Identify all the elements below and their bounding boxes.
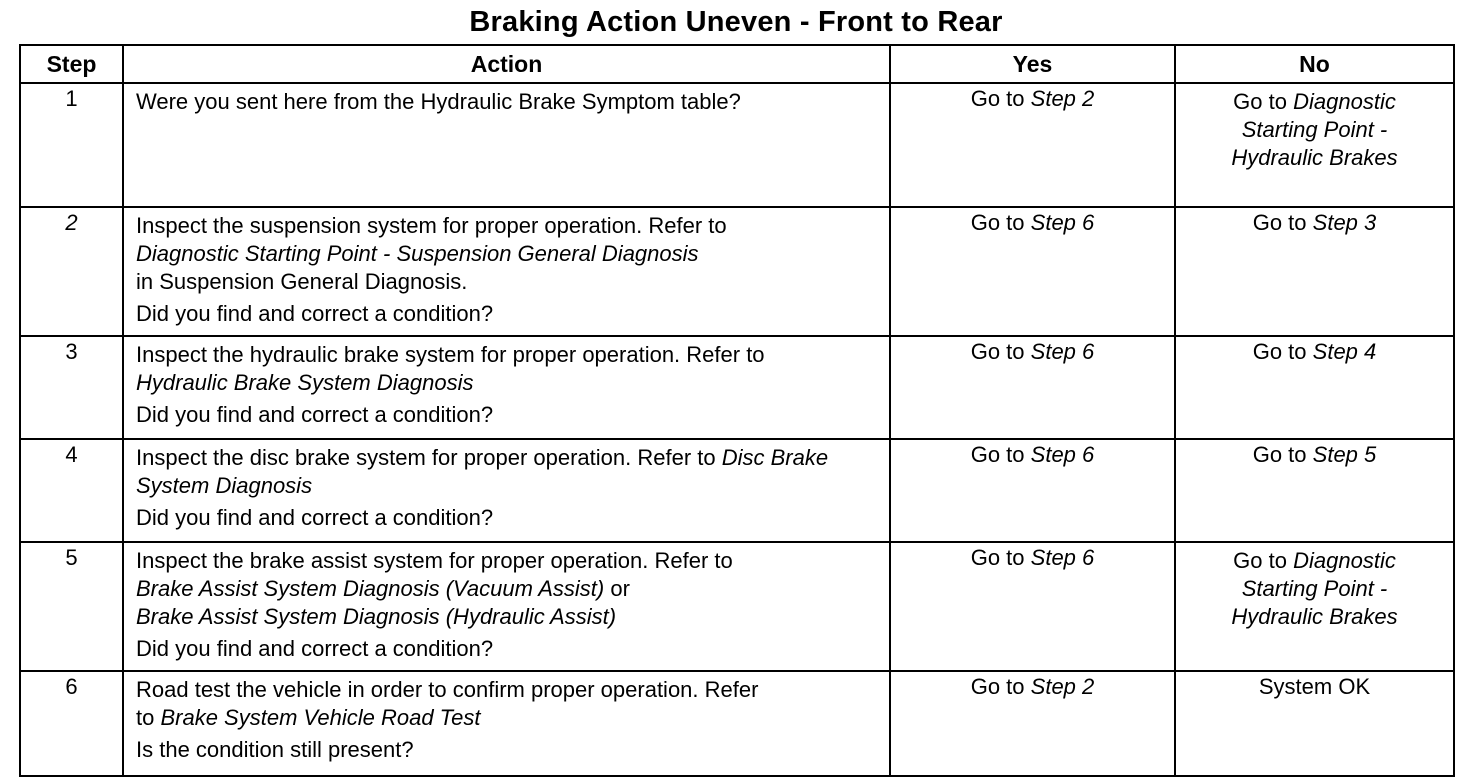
- action-question: Is the condition still present?: [136, 737, 414, 762]
- yes-cell: [890, 439, 1175, 542]
- yes-prefix: Go to: [970, 442, 1025, 467]
- no-prefix: Go to: [1233, 89, 1287, 114]
- action-text: Were you sent here from the Hydraulic Brake Symptom table?: [136, 89, 741, 114]
- action-cell: Road test the vehicle in order to confirm proper operation. Refer to Brake System Vehicle Road Test Is the condition still present?: [123, 671, 890, 776]
- action-reference-link[interactable]: Diagnostic Starting Point - Suspension General Diagnosis: [136, 241, 699, 266]
- header-yes: Yes: [890, 45, 1175, 83]
- no-prefix: Go to: [1252, 210, 1307, 235]
- no-prefix: Go to: [1252, 339, 1307, 364]
- table-header-row: [20, 45, 1454, 83]
- action-cell: [123, 336, 890, 439]
- yes-cell: [890, 671, 1175, 776]
- step-number: 3: [20, 336, 123, 439]
- action-text: Inspect the hydraulic brake system for proper operation. Refer to: [136, 342, 765, 367]
- yes-target-link[interactable]: Step 6: [1030, 442, 1095, 467]
- action-reference-link-2[interactable]: Brake Assist System Diagnosis (Hydraulic Assist): [136, 604, 617, 629]
- action-question: Did you find and correct a condition?: [136, 505, 494, 530]
- header-no: No: [1175, 45, 1454, 83]
- no-cell: [1175, 439, 1454, 542]
- action-question: Did you find and correct a condition?: [136, 402, 494, 427]
- table-row: [20, 542, 1454, 671]
- table-row: [20, 83, 1454, 207]
- yes-prefix: Go to: [970, 86, 1025, 111]
- yes-target-link[interactable]: Step 6: [1030, 545, 1095, 570]
- action-question: Did you find and correct a condition?: [136, 636, 494, 661]
- action-question: Did you find and correct a condition?: [136, 301, 494, 326]
- table-row: [20, 671, 1454, 776]
- no-result-text: System OK: [1258, 674, 1371, 699]
- page-title: Braking Action Uneven - Front to Rear: [469, 6, 1003, 38]
- no-prefix: Go to: [1233, 548, 1287, 573]
- yes-prefix: Go to: [970, 674, 1025, 699]
- yes-target-link[interactable]: Step 2: [1030, 86, 1095, 111]
- action-text: Inspect the suspension system for proper operation. Refer to: [136, 213, 727, 238]
- no-cell: [1175, 83, 1454, 207]
- step-number: 1: [20, 83, 123, 207]
- yes-cell: [890, 542, 1175, 671]
- action-text: Road test the vehicle in order to confirm proper operation. Refer: [136, 677, 759, 702]
- header-action: Action: [123, 45, 890, 83]
- yes-prefix: Go to: [970, 339, 1025, 364]
- action-cell: [123, 83, 890, 207]
- action-joiner: or: [610, 576, 630, 601]
- header-step: Step: [20, 45, 123, 83]
- action-suffix: in Suspension General Diagnosis.: [136, 269, 468, 294]
- no-target-link[interactable]: Diagnostic Starting Point - Hydraulic Brakes: [1231, 89, 1398, 170]
- no-prefix: Go to: [1252, 442, 1307, 467]
- table-row: [20, 207, 1454, 336]
- no-cell: [1175, 542, 1454, 671]
- table-row: [20, 336, 1454, 439]
- no-cell: [1175, 207, 1454, 336]
- action-cell: [123, 542, 890, 671]
- action-reference-link[interactable]: Brake Assist System Diagnosis (Vacuum Assist): [136, 576, 605, 601]
- yes-cell: [890, 336, 1175, 439]
- no-target-link[interactable]: Diagnostic Starting Point - Hydraulic Brakes: [1231, 548, 1398, 629]
- step-number: 4: [20, 439, 123, 542]
- diagnostic-table: [19, 44, 1455, 777]
- no-target-link[interactable]: Step 4: [1312, 339, 1377, 364]
- action-reference-link[interactable]: Hydraulic Brake System Diagnosis: [136, 370, 474, 395]
- yes-cell: [890, 207, 1175, 336]
- table-row: [20, 439, 1454, 542]
- no-cell: [1175, 671, 1454, 776]
- action-reference-link[interactable]: Disc Brake System Diagnosis: [136, 445, 829, 498]
- no-cell: [1175, 336, 1454, 439]
- action-reference-link[interactable]: Brake System Vehicle Road Test: [160, 705, 481, 730]
- action-cell: [123, 207, 890, 336]
- yes-target-link[interactable]: Step 6: [1030, 339, 1095, 364]
- yes-target-link[interactable]: Step 2: [1030, 674, 1095, 699]
- yes-prefix: Go to: [970, 545, 1025, 570]
- action-text: Inspect the brake assist system for proper operation. Refer to: [136, 548, 733, 573]
- step-number: 5: [20, 542, 123, 671]
- no-target-link[interactable]: Step 5: [1312, 442, 1377, 467]
- action-cell: [123, 439, 890, 542]
- yes-cell: [890, 83, 1175, 207]
- action-text: Inspect the disc brake system for proper operation. Refer to: [136, 445, 716, 470]
- step-number: 2: [20, 207, 123, 336]
- yes-target-link[interactable]: Step 6: [1030, 210, 1095, 235]
- step-number: 6: [20, 671, 123, 776]
- no-target-link[interactable]: Step 3: [1312, 210, 1377, 235]
- yes-prefix: Go to: [970, 210, 1025, 235]
